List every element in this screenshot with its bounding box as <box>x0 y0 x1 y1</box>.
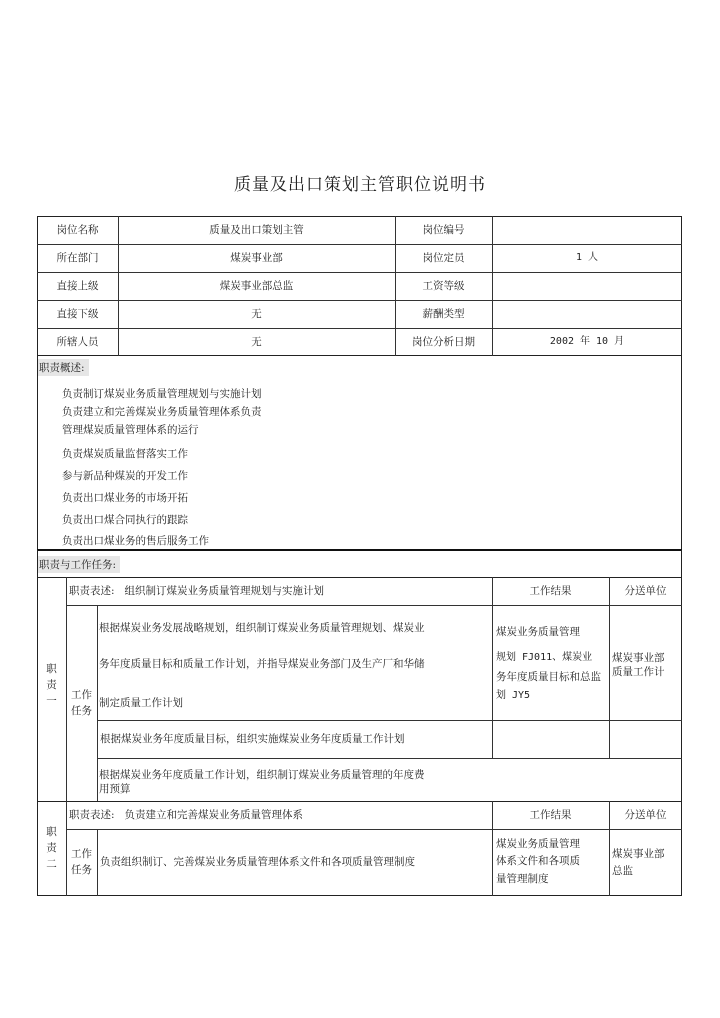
value-subordinate: 无 <box>251 307 262 320</box>
label-department: 所在部门 <box>56 251 99 264</box>
duty-2-statement: 职责表述: 负责建立和完善煤炭业务质量管理体系 <box>69 808 304 821</box>
value-position-name: 质量及出口策划主管 <box>209 223 304 236</box>
duty-1-result-header: 工作结果 <box>529 584 572 597</box>
duty-2-result-header: 工作结果 <box>529 808 572 821</box>
value-position-code <box>492 216 682 244</box>
label-pay-type: 薪酬类型 <box>422 307 465 320</box>
duties-heading-row <box>37 550 682 578</box>
duty-2-task-1: 负责组织制订、完善煤炭业务质量管理体系文件和各项质量管理制度 <box>100 856 415 869</box>
value-staff: 无 <box>251 335 262 348</box>
label-analysis-date: 岗位分析日期 <box>412 335 475 348</box>
duty-1-result-1-line: 务年度质量目标和总监 <box>496 671 601 683</box>
value-analysis-date: 2002 年 10 月 <box>549 336 625 348</box>
overview-item: 负责制订煤炭业务质量管理规划与实施计划 <box>62 388 262 400</box>
label-position-name: 岗位名称 <box>56 223 99 236</box>
overview-heading: 职责概述: <box>38 359 89 376</box>
duty-1-task-1-line: 务年度质量目标和质量工作计划，并指导煤炭业务部门及生产厂和华储 <box>99 658 425 670</box>
value-headcount: 1 人 <box>575 252 599 264</box>
value-pay-type <box>492 300 682 328</box>
duties-heading: 职责与工作任务: <box>38 556 120 573</box>
overview-item: 负责建立和完善煤炭业务质量管理体系负责 <box>62 406 262 418</box>
duty-1-task-1-line: 根据煤炭业务发展战略规划，组织制订煤炭业务质量管理规划、煤炭业 <box>99 622 425 634</box>
overview-item: 管理煤炭质量管理体系的运行 <box>62 424 199 436</box>
label-headcount: 岗位定员 <box>422 251 465 264</box>
overview-item: 负责出口煤业务的售后服务工作 <box>62 535 209 547</box>
duty-2-dept-header: 分送单位 <box>624 808 667 821</box>
duty-2-dept-1: 煤炭事业部 总监 <box>612 848 665 878</box>
label-subordinate: 直接下级 <box>56 307 99 320</box>
duty-1-statement: 职责表述: 组织制订煤炭业务质量管理规划与实施计划 <box>69 584 325 597</box>
page-title: 质量及出口策划主管职位说明书 <box>234 175 486 195</box>
duty-1-dept-header: 分送单位 <box>624 584 667 597</box>
duty-1-result-1-line: 煤炭业务质量管理 <box>496 626 580 638</box>
label-position-code: 岗位编号 <box>422 223 465 236</box>
duty-1-task-2: 根据煤炭业务年度质量目标，组织实施煤炭业务年度质量工作计划 <box>100 733 405 746</box>
overview-item: 负责出口煤合同执行的跟踪 <box>62 514 188 526</box>
overview-item: 负责出口煤业务的市场开拓 <box>62 492 188 504</box>
duty-1-task-1-line: 制定质量工作计划 <box>99 697 183 709</box>
duty-1-task-3: 根据煤炭业务年度质量工作计划，组织制订煤炭业务质量管理的年度费 用预算 <box>99 769 425 796</box>
value-salary-grade <box>492 272 682 300</box>
duty-1-result-1-line: 规划 FJ011、煤炭业 <box>496 652 593 663</box>
overview-item: 参与新品种煤炭的开发工作 <box>62 470 188 482</box>
duty-2-task-label: 工作 任务 <box>71 848 92 876</box>
duty-1-result-1-line: 划 JY5 <box>496 690 531 701</box>
duty-2-label: 职 责 二 <box>46 826 57 870</box>
overview-item: 负责煤炭质量监督落实工作 <box>62 448 188 460</box>
label-superior: 直接上级 <box>56 279 99 292</box>
duty-2-result-1: 煤炭业务质量管理 体系文件和各项质 量管理制度 <box>496 838 580 885</box>
label-salary-grade: 工资等级 <box>422 279 465 292</box>
label-staff: 所辖人员 <box>56 335 99 348</box>
duty-1-dept-1: 煤炭事业部 质量工作计 <box>612 652 665 679</box>
value-superior: 煤炭事业部总监 <box>219 279 294 292</box>
duty-1-task-label: 工作 任务 <box>71 689 92 717</box>
duty-1-label: 职 责 一 <box>46 663 57 707</box>
value-department: 煤炭事业部 <box>230 251 283 264</box>
